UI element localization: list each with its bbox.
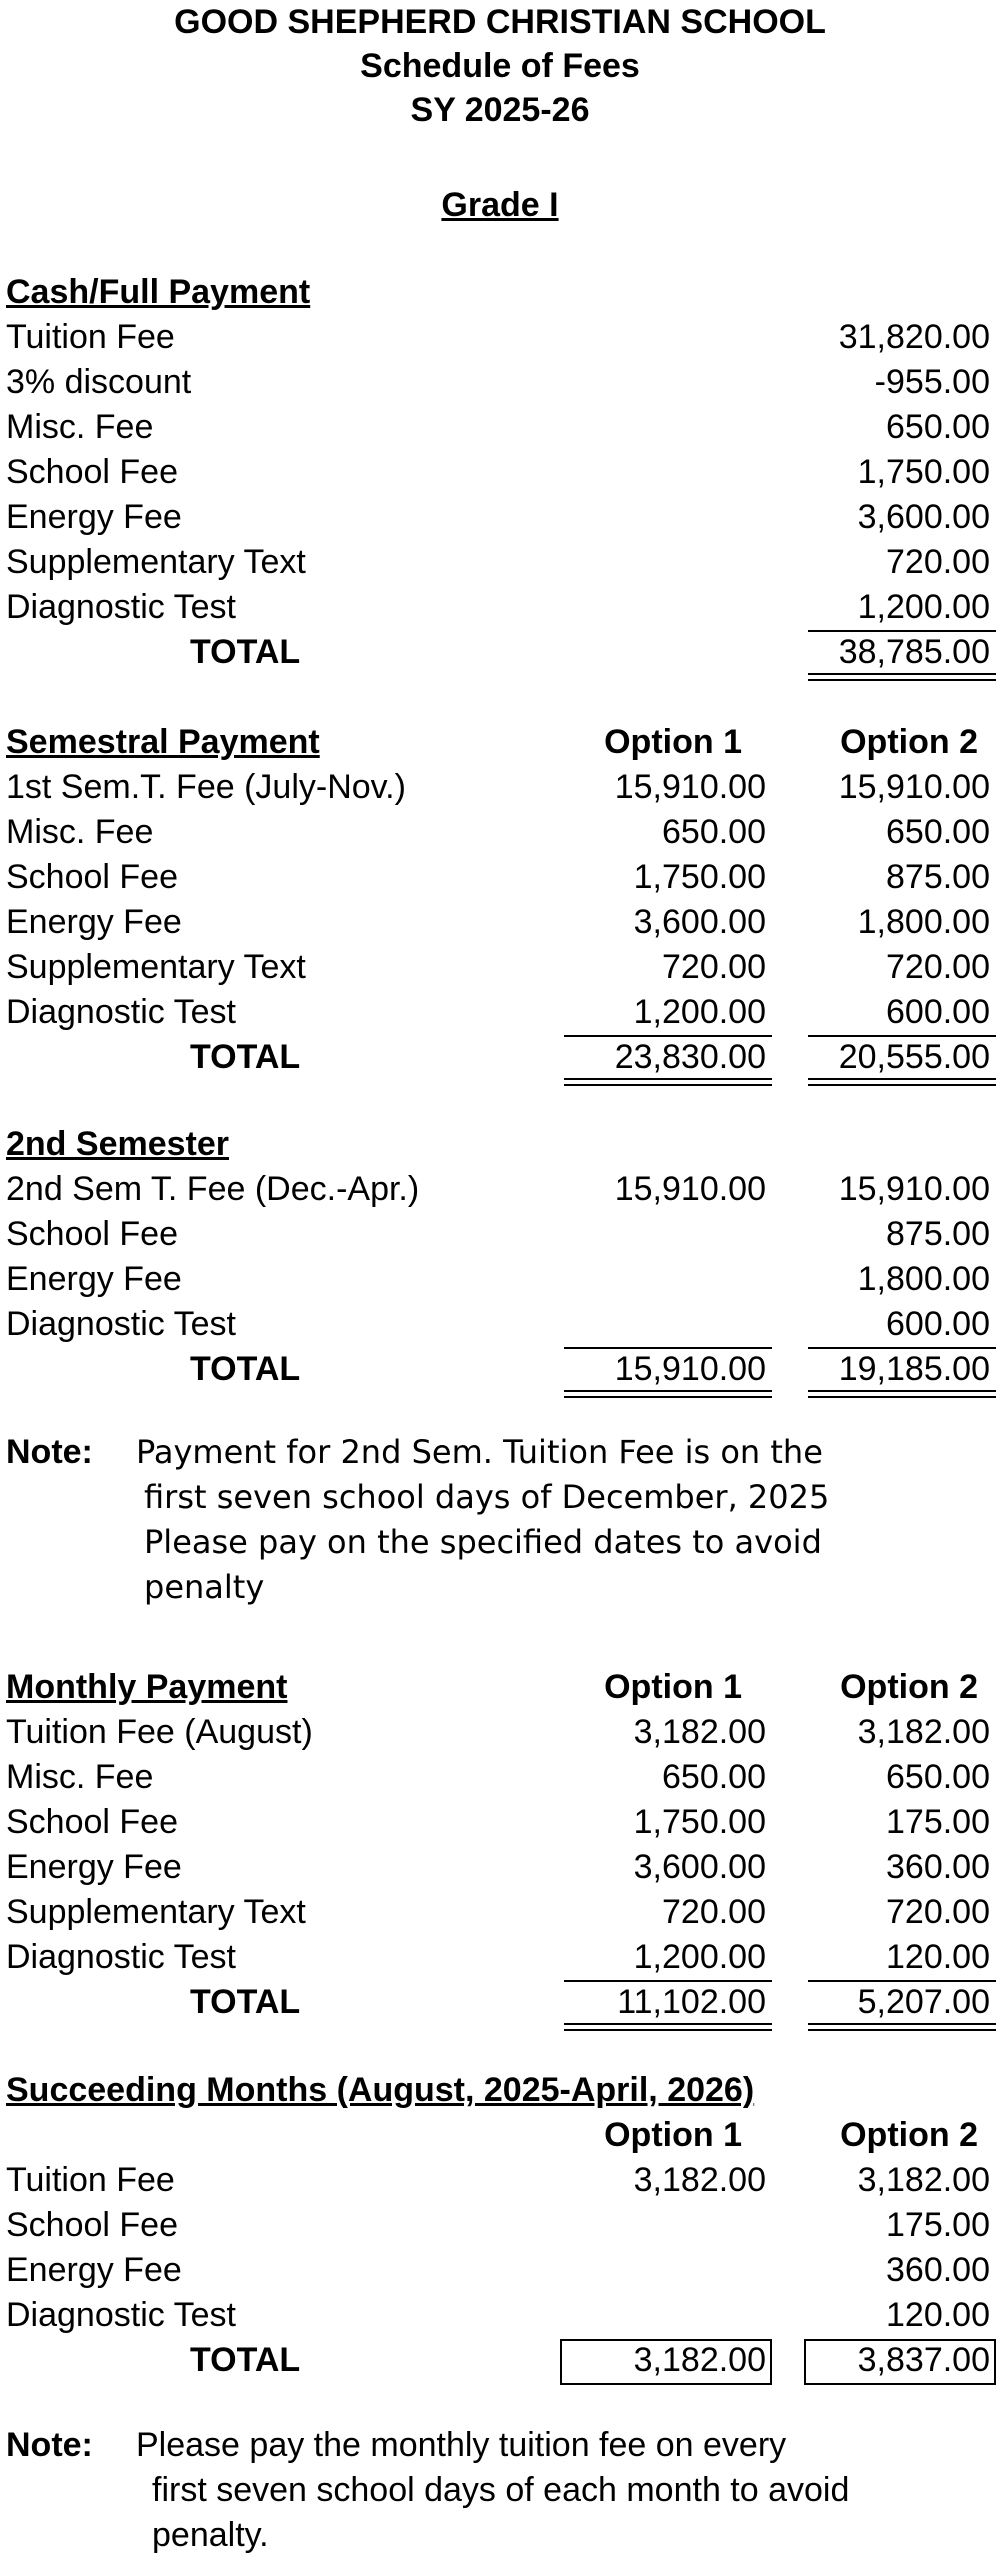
table-row: Misc. Fee 650.00 — [6, 408, 990, 446]
monthly-total-option2: 5,207.00 — [857, 1983, 990, 2021]
table-row: Diagnostic Test 1,200.00 120.00 — [6, 1938, 990, 1976]
double-underline — [808, 673, 996, 681]
table-row: Tuition Fee 3,182.00 3,182.00 — [6, 2161, 990, 2199]
double-underline — [808, 1078, 996, 1086]
second-sem-total-option2: 19,185.00 — [838, 1350, 990, 1388]
note-line: Please pay the monthly tuition fee on every — [136, 2426, 787, 2464]
semestral-payment-section — [0, 720, 1000, 1080]
succeeding-total-option1: 3,182.00 — [633, 2341, 766, 2379]
table-row: Misc. Fee 650.00 650.00 — [6, 813, 990, 851]
table-row: Tuition Fee (August) 3,182.00 3,182.00 — [6, 1713, 990, 1751]
total-label: TOTAL — [190, 2341, 301, 2379]
note-line: first seven school days of each month to avoid — [152, 2471, 850, 2509]
note-line: Please pay on the specified dates to avoid — [144, 1523, 822, 1561]
table-row: School Fee 1,750.00 175.00 — [6, 1803, 990, 1841]
table-row: School Fee 875.00 — [6, 1215, 990, 1253]
table-row: Supplementary Text 720.00 720.00 — [6, 948, 990, 986]
semestral-total-option1: 23,830.00 — [614, 1038, 766, 1076]
table-row: School Fee 1,750.00 875.00 — [6, 858, 990, 896]
table-row: School Fee 175.00 — [6, 2206, 990, 2244]
monthly-heading: Monthly Payment — [6, 1668, 288, 1706]
second-sem-heading: 2nd Semester — [6, 1125, 229, 1163]
total-row — [0, 1980, 1000, 2025]
total-label: TOTAL — [190, 1038, 301, 1076]
table-row: Misc. Fee 650.00 650.00 — [6, 1758, 990, 1796]
double-underline — [808, 1390, 996, 1398]
table-row: Energy Fee 3,600.00 360.00 — [6, 1848, 990, 1886]
table-row: 3% discount -955.00 — [6, 363, 990, 401]
option1-header: Option 1 — [604, 2116, 742, 2154]
cash-payment-section — [0, 270, 1000, 675]
note-line: penalty. — [152, 2516, 269, 2554]
table-row: Diagnostic Test 600.00 — [6, 1305, 990, 1343]
total-label: TOTAL — [190, 1983, 301, 2021]
option2-header: Option 2 — [840, 1668, 978, 1706]
table-row: 1st Sem.T. Fee (July-Nov.) 15,910.00 15,910.00 — [6, 768, 990, 806]
double-underline — [564, 2023, 772, 2031]
table-row: Energy Fee 1,800.00 — [6, 1260, 990, 1298]
note-label: Note: — [6, 1433, 93, 1471]
table-row: Supplementary Text 720.00 — [6, 543, 990, 581]
table-row: Tuition Fee 31,820.00 — [6, 318, 990, 356]
semestral-total-option2: 20,555.00 — [838, 1038, 990, 1076]
table-row: Diagnostic Test 1,200.00 — [6, 588, 990, 626]
total-label: TOTAL — [190, 1350, 301, 1388]
monthly-payment-section — [0, 1665, 1000, 2025]
note-line: Payment for 2nd Sem. Tuition Fee is on the — [136, 1433, 823, 1471]
table-row: Energy Fee 3,600.00 — [6, 498, 990, 536]
table-row: Diagnostic Test 1,200.00 600.00 — [6, 993, 990, 1031]
table-row: 2nd Sem T. Fee (Dec.-Apr.) 15,910.00 15,910.00 — [6, 1170, 990, 1208]
note-line: penalty — [144, 1568, 265, 1606]
monthly-total-option1: 11,102.00 — [617, 1983, 766, 2021]
double-underline — [564, 1078, 772, 1086]
option1-header: Option 1 — [604, 723, 742, 761]
table-row: School Fee 1,750.00 — [6, 453, 990, 491]
option1-header: Option 1 — [604, 1668, 742, 1706]
total-row — [0, 1347, 1000, 1392]
second-semester-section — [0, 1122, 1000, 1392]
note-label: Note: — [6, 2426, 93, 2464]
option2-header: Option 2 — [840, 723, 978, 761]
option2-header: Option 2 — [840, 2116, 978, 2154]
grade-heading-wrap — [0, 183, 1000, 228]
total-row — [0, 1035, 1000, 1080]
school-name: GOOD SHEPHERD CHRISTIAN SCHOOL — [174, 3, 826, 41]
total-label: TOTAL — [190, 633, 301, 671]
total-row — [0, 2338, 1000, 2383]
double-underline — [808, 2023, 996, 2031]
total-row — [0, 630, 1000, 675]
succeeding-heading: Succeeding Months (August, 2025-April, 2026) — [6, 2071, 755, 2109]
document-header — [0, 0, 1000, 132]
second-sem-total-option1: 15,910.00 — [614, 1350, 766, 1388]
grade-heading: Grade I — [441, 186, 559, 224]
document-subtitle: Schedule of Fees — [360, 47, 640, 85]
note-line: first seven school days of December, 2025 — [144, 1478, 830, 1516]
table-row: Diagnostic Test 120.00 — [6, 2296, 990, 2334]
succeeding-total-option2: 3,837.00 — [857, 2341, 990, 2379]
note-monthly — [6, 2423, 996, 2558]
cash-total: 38,785.00 — [838, 633, 990, 671]
semestral-heading: Semestral Payment — [6, 723, 320, 761]
note-second-sem — [6, 1430, 996, 1610]
succeeding-months-section — [0, 2068, 1000, 2383]
double-underline — [564, 1390, 772, 1398]
table-row: Supplementary Text 720.00 720.00 — [6, 1893, 990, 1931]
cash-heading: Cash/Full Payment — [6, 273, 311, 311]
school-year: SY 2025-26 — [410, 91, 590, 129]
table-row: Energy Fee 3,600.00 1,800.00 — [6, 903, 990, 941]
table-row: Energy Fee 360.00 — [6, 2251, 990, 2289]
